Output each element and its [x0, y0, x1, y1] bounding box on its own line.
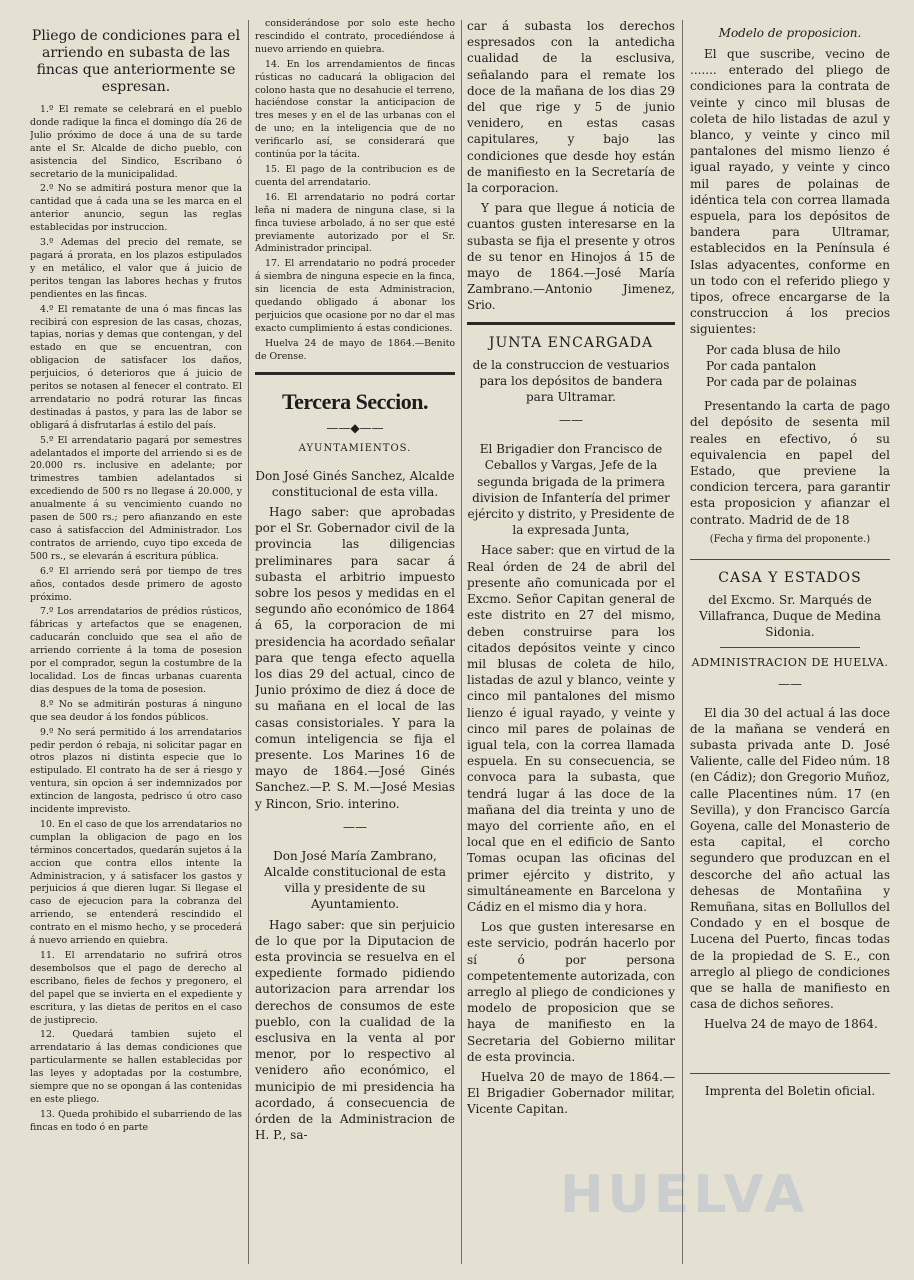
- casa-title: CASA Y ESTADOS: [718, 569, 862, 586]
- brigadier-header: El Brigadier don Francisco de Ceballos y Vargas, Jefe de la segunda brigada de la primera division de Infantería del primer ejército y distrito, y Presidente de la expresada Junta,: [467, 442, 675, 538]
- column-rule: [682, 20, 683, 1264]
- separator: ——: [559, 413, 583, 428]
- ornament-icon: ——◆——: [326, 420, 384, 435]
- clause: 8.º No se admitirán posturas á ninguno que sea deudor á los fondos públicos.: [30, 698, 242, 723]
- casa-subtitle: del Excmo. Sr. Marqués de Villafranca, Duque de Medina Sidonia.: [699, 592, 881, 640]
- section-subtitle: AYUNTAMIENTOS.: [298, 442, 412, 454]
- model-text: El que suscribe, vecino de ....... enterado del pliego de condiciones para la contrata de veinte y cinco mil blusas de coleta de hilo listadas de azul y blanco, y veinte y cinco mil pantalones del mismo lienzo é igual rayado, y veinte y cinco mil pares de polainas de idéntica tela con correa llamada espuela, para los depósitos de bandera para Ultramar, establecidos en la Península é Islas adyacentes, conforme en un todo con el referido pliego y tipos, ofrece encargarse de la construccion á los precios siguientes:: [690, 47, 890, 337]
- price-item: Por cada par de polainas: [706, 375, 857, 390]
- announcement-header: Don José María Zambrano, Alcalde constitucional de esta villa y presidente de su Ayuntamiento.: [263, 848, 446, 912]
- clause: 5.º El arrendatario pagará por semestres adelantados el importe del arriendo si es de 20.000 rs. inclusive en adelante; por trimestres tambien adelantados si excediendo de 500 rs no llegase á 20.000, y anualmente á su vencimiento cuando no pasen de 500 rs.; pero afianzando en este caso á satisfaccion del Administrador. Los contratos de arriendo, cuyo tipo exceda de 500 rs., se elevarán á escritura pública.: [30, 434, 242, 562]
- date-signature: Huelva 20 de mayo de 1864.—El Brigadier Gobernador militar, Vicente Capitan.: [467, 1069, 675, 1117]
- clause: 14. En los arrendamientos de fincas rústicas no caducará la obligacion del colono hasta que no desahucie el terreno, haciéndose constar la anticipacion de tres meses y en el de las urbanas con el de uno; en la inteligencia que de no verificarlo así, se considerará que continúa por la tácita.: [255, 58, 455, 161]
- admin-date: Huelva 24 de mayo de 1864.: [704, 1017, 878, 1032]
- imprenta-footer: Imprenta del Boletin oficial.: [704, 1083, 876, 1098]
- clause: 10. En el caso de que los arrendatarios no cumplan la obligacion de pago en los términos concertados, quedarán sujetos á la accion que contra ellos intente la Administracion, y á satisfacer los gastos y perjuicios á que dieren lugar. Si llegase el caso de ejecucion para la cobranza del arriendo, se entenderá rescindido el contrato en el mismo hecho, y se procederá á nuevo arriendo en quiebra.: [30, 818, 242, 947]
- clause: 2.º No se admitirá postura menor que la cantidad que á cada una se les marca en el anterior anuncio, segun las reglas establecidas por instruccion.: [30, 183, 242, 234]
- column-1: [30, 18, 242, 1272]
- clause: 13. Queda prohibido el subarriendo de las fincas en todo ó en parte: [30, 1108, 242, 1133]
- date-signature: Huelva 24 de mayo de 1864.—Benito de Orense.: [255, 337, 455, 362]
- clause: considerándose por solo este hecho rescindido el contrato, procediéndose á nuevo arriendo en quiebra.: [255, 18, 455, 55]
- price-item: Por cada pantalon: [706, 358, 817, 373]
- clause: 11. El arrendatario no sufrirá otros desembolsos que el pago de derecho al escribano, fieles de fechos y pregonero, el del papel que se invierta en el expediente y escritura, y las dietas de peritos en el caso de justiprecio.: [30, 950, 242, 1026]
- section-divider: [690, 559, 890, 560]
- clause: 15. El pago de la contribucion es de cuenta del arrendatario.: [255, 163, 455, 188]
- admin-body: El dia 30 del actual á las doce de la mañana se venderá en subasta privada ante D. José Valiente, calle del Fideo núm. 18 (en Cádiz); don Gregorio Muñoz, calle Placentines núm. 17 (en Sevilla), y don Francisco García Goyena, calle del Monasterio de esta capital, el corcho segundero que produzcan en el descorche del año actual las dehesas de Montañina y Remuñana, sitas en Bollullos del Condado y en el bosque de Lucena del Puerto, fincas todas de la propiedad de S. E., con arreglo al pliego de condiciones que se halla de manifiesto en casa de dichos señores.: [690, 705, 890, 1012]
- announcement-body: Los que gusten interesarse en este servicio, podrán hacerlo por sí ó por persona competentemente autorizada, con arreglo al pliego de condiciones y modelo de proposicion que se haya de manifiesto en la Secretaria del Gobierno militar de esta provincia.: [467, 920, 675, 1064]
- junta-title: JUNTA ENCARGADA: [488, 334, 654, 351]
- column-3: [467, 18, 675, 1272]
- separator: ——: [343, 819, 367, 834]
- price-item: Por cada blusa de hilo: [706, 342, 841, 357]
- column-2: [255, 18, 455, 1272]
- clause: 12. Quedará tambien sujeto el arrendatario á las demas condiciones que particularmente se hallen establecidas por las leyes y adoptadas por la costumbre, siempre que no se opongan á las contenidas en este pliego.: [30, 1029, 242, 1105]
- column-4: [690, 18, 890, 1272]
- deposit-text: Presentando la carta de pago del depósito de sesenta mil reales en efectivo, ó su equivalencia en papel del Estado, que previene la condicion tercera, para garantir esta proposicion y afianzar el contrato. Madrid de de 18: [690, 399, 890, 527]
- clause: 16. El arrendatario no podrá cortar leña ni madera de ninguna clase, si la finca tuviese arbolado, á no ser que esté previamente autorizado por el Sr. Administrador principal.: [255, 191, 455, 255]
- column-rule: [461, 20, 462, 1264]
- clause: 3.º Ademas del precio del remate, se pagará á prorata, en los plazos estipulados y en metálico, el valor que á juicio de peritos tengan las labores hechas y frutos pendientes en las fincas.: [30, 237, 242, 300]
- announcement-body: Hago saber: que sin perjuicio de lo que por la Diputacion de esta provincia se resuelva en el expediente formado pidiendo autorizacion para arrendar los derechos de consumos de este pueblo, con la cualidad de la esclusiva en la venta al por menor, por lo respectivo al venidero año económico, el municipio de mi presidencia ha acordado, á consecuencia de órden de la Administracion de H. P., sa-: [255, 917, 455, 1143]
- clause: 6.º El arriendo será por tiempo de tres años, contados desde primero de agosto próximo.: [30, 565, 242, 603]
- announcement-body: Hace saber: que en virtud de la Real órden de 24 de abril del presente año comunicada por el Excmo. Señor Capitan general de este distrito en 27 del mismo, deben construirse para los citados depósitos veinte y cinco mil blusas de coleta de hilo, listadas de azul y blanco, veinte y cinco mil pantalones del mismo lienzo é igual rayado, y veinte y cinco mil pares de polainas de igual tela, con la correa llamada espuela. En su consecuencia, se convoca para la subasta, que tendrá lugar á las doce de la mañana del dia treinta y uno de mayo del corriente año, en el local que en el edificio de Santo Tomas ocupan las oficinas del primer ejército y distrito, y simultáneamente en Barcelona y Cádiz en el mismo dia y hora.: [467, 543, 675, 914]
- clause: 9.º No será permitido á los arrendatarios pedir perdon ó rebaja, ni solicitar pagar en otros plazos ni distinta especie que lo estipulado. El contrato ha de ser á riesgo y ventura, sin opcion á ser indemnizados por extincion de langosta, pedrisco ú otro caso incidente imprevisto.: [30, 726, 242, 816]
- announcement-header: Don José Ginés Sanchez, Alcalde constitucional de esta villa.: [255, 468, 455, 499]
- admin-title: ADMINISTRACION DE HUELVA.: [691, 655, 889, 669]
- junta-subtitle: de la construccion de vestuarios para los depósitos de bandera para Ultramar.: [472, 357, 670, 405]
- separator: ——: [778, 676, 802, 691]
- announcement-body: car á subasta los derechos espresados con la antedicha cualidad de la esclusiva, señalando para el remate los doce de la mañana de los dias 29 del que rige y 5 de junio venidero, en estas casas capitulares, y bajo las condiciones que desde hoy están de manifiesto en la Secretaría de la corporacion.: [467, 19, 675, 196]
- section-divider: [467, 322, 675, 325]
- clause: 4.º El rematante de una ó mas fincas las recibirá con espresion de las casas, chozas, tapias, norias y demas que contengan, y del estado en que se encuentran, con obligacion de satisfacer los daños, perjuicios, ó deterioros que á juicio de peritos se notasen al fenecer el contrato. El arrendatario no podrá roturar las fincas destinadas á pastos, y para las de labor se obligará á disfrutarlas á estilo del país.: [30, 303, 242, 431]
- column-rule: [248, 20, 249, 1264]
- signature-note: (Fecha y firma del proponente.): [709, 533, 871, 545]
- watermark-logo: HUELVA: [560, 1165, 809, 1225]
- clause: 7.º Los arrendatarios de prédios rústicos, fábricas y artefactos que se enagenen, caducarán concluido que sea el año de arriendo corriente á la toma de posesion por el comprador, segun la costumbre de la localidad. Los de fincas urbanas cuarenta dias despues de la toma de posesion.: [30, 606, 242, 695]
- announcement-body: Y para que llegue á noticia de cuantos gusten interesarse en la subasta se fija el presente y otros de su tenor en Hinojos á 15 de mayo de 1864.—José María Zambrano.—Antonio Jimenez, Srio.: [467, 201, 675, 313]
- clause: 17. El arrendatario no podrá proceder á siembra de ninguna especie en la finca, sin licencia de esta Administracion, quedando obligado á abonar los perjuicios que ocasione por no dar el mas exacto cumplimiento á estas condiciones.: [255, 258, 455, 334]
- section-title: Tercera Seccion.: [282, 388, 428, 414]
- divider: [690, 1073, 890, 1074]
- modelo-heading: Modelo de proposicion.: [718, 26, 862, 40]
- pliego-title: Pliego de condiciones para el arriendo en subasta de las fincas que anteriormente se espresan.: [31, 28, 241, 95]
- clause: 1.º El remate se celebrará en el pueblo donde radique la finca el domingo día 26 de Julio próximo de doce á una de su tarde ante el Sr. Alcalde de dicho pueblo, con asistencia del Sindico, Escribano ó secretario de la municipalidad.: [30, 104, 242, 180]
- section-divider: [255, 372, 455, 375]
- announcement-body: Hago saber: que aprobadas por el Sr. Gobernador civil de la provincia las diligencias preliminares para sacar á subasta el arbitrio impuesto sobre los pesos y medidas en el segundo año económico de 1864 á 65, la corporacion de mi presidencia ha acordado señalar para que tenga efecto aquella los dias 29 del actual, cinco de Junio próximo de diez á doce de su mañana en el local de las casas consistoriales. Y para la comun inteligencia se fija el presente. Los Marines 16 de mayo de 1864.—José Ginés Sanchez.—P. S. M.—José Mesias y Rincon, Srio. interino.: [255, 504, 455, 811]
- divider: [720, 647, 860, 648]
